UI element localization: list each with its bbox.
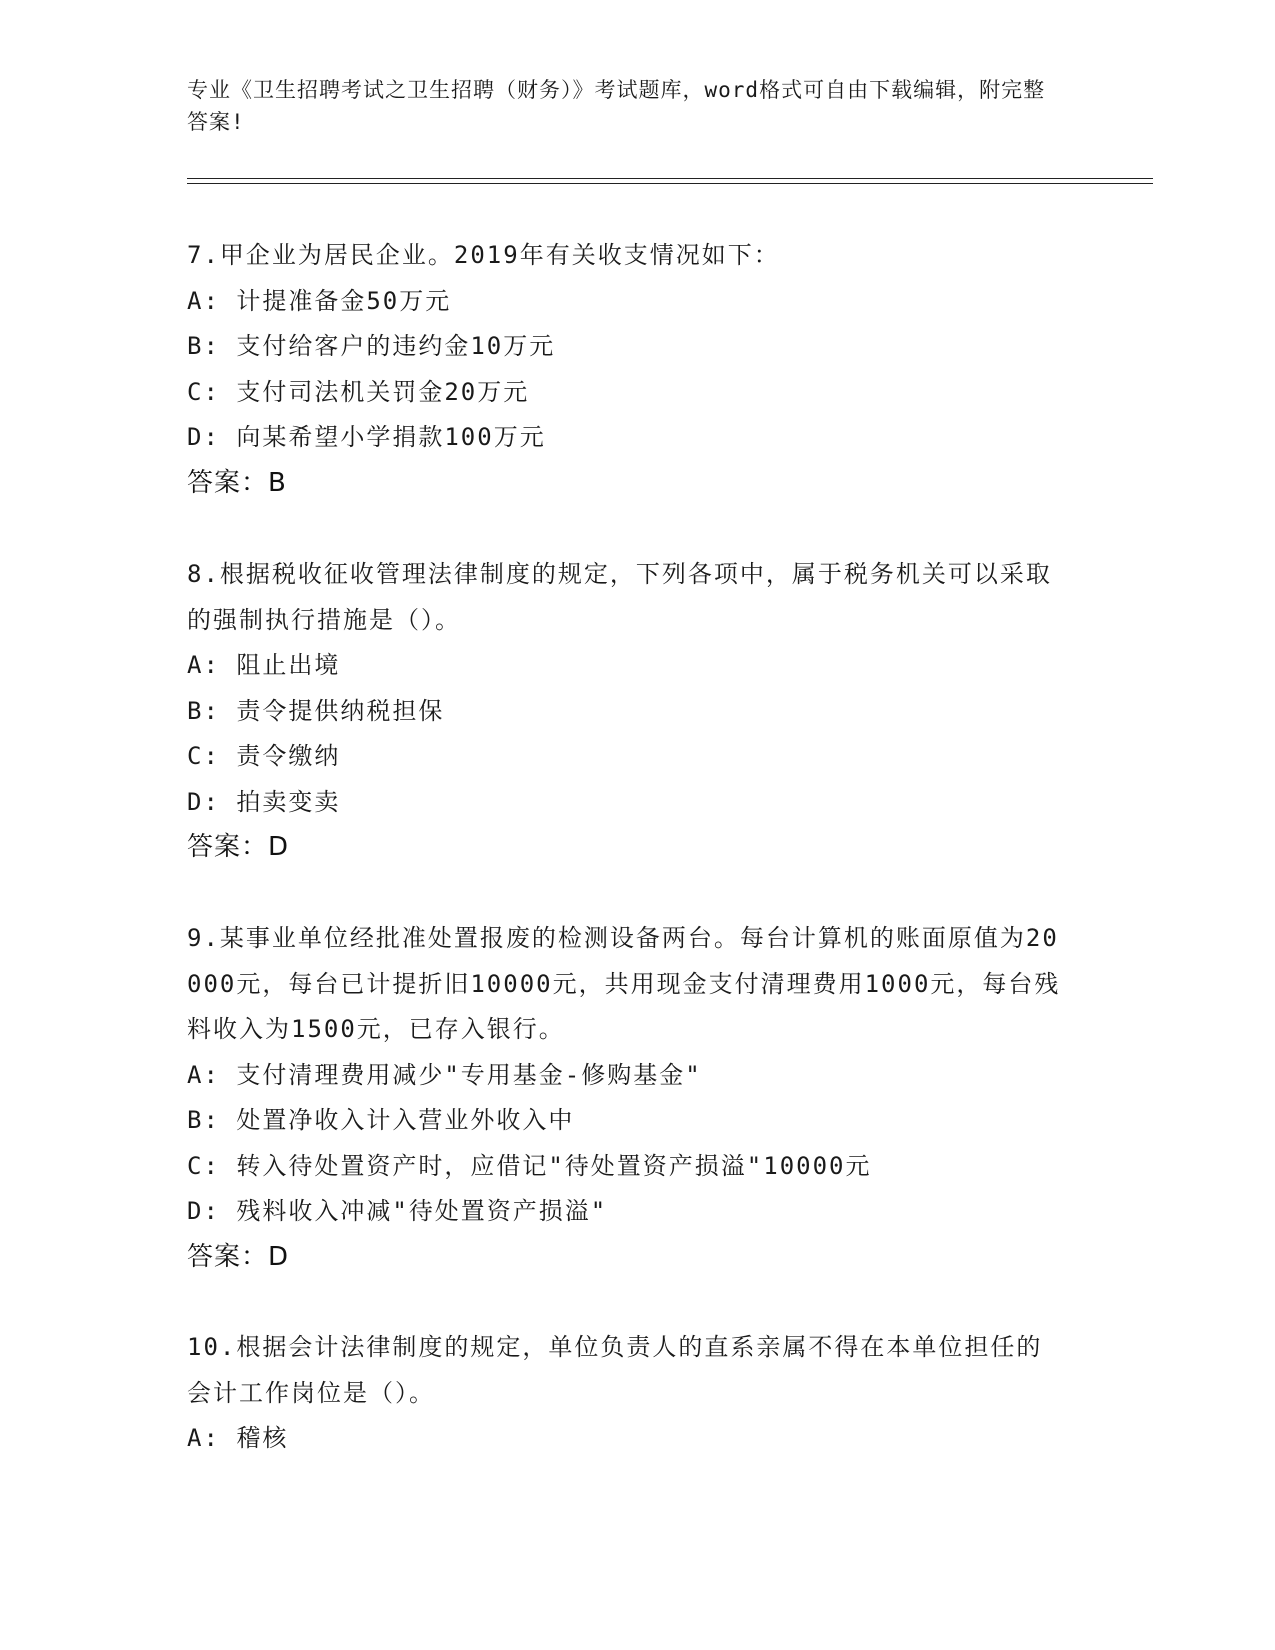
option-c: C: 支付司法机关罚金20万元 xyxy=(187,377,530,406)
question-stem: 9.某事业单位经批准处置报废的检测设备两台。每台计算机的账面原值为20000元，每台已计提折旧10000元，共用现金支付清理费用1000元，每台残料收入为1500元，已存入银行。 xyxy=(187,924,1061,1043)
question-stem: 7.甲企业为居民企业。2019年有关收支情况如下： xyxy=(187,241,780,269)
option-a: A: 阻止出境 xyxy=(187,651,341,679)
question-10 xyxy=(187,1325,1067,1462)
question-stem: 8.根据税收征收管理法律制度的规定，下列各项中，属于税务机关可以采取的强制执行措施是（）。 xyxy=(187,560,1052,634)
header-divider xyxy=(187,178,1153,179)
answer: 答案：B xyxy=(187,467,287,498)
option-d: D: 拍卖变卖 xyxy=(187,787,341,816)
answer: 答案：D xyxy=(187,832,290,862)
answer: 答案：D xyxy=(187,1241,290,1272)
option-c: C: 责令缴纳 xyxy=(187,742,341,770)
option-d: D: 残料收入冲减"待处置资产损溢" xyxy=(187,1197,608,1225)
question-9 xyxy=(187,916,1067,1280)
option-a: A: 支付清理费用减少"专用基金-修购基金" xyxy=(187,1060,702,1089)
option-c: C: 转入待处置资产时，应借记"待处置资产损溢"10000元 xyxy=(187,1151,872,1180)
question-7 xyxy=(187,233,1067,506)
option-a: A: 计提准备金50万元 xyxy=(187,286,452,315)
option-b: B: 责令提供纳税担保 xyxy=(187,696,445,725)
header-divider-secondary xyxy=(187,183,1153,184)
header-note: 专业《卫生招聘考试之卫生招聘（财务）》考试题库，word格式可自由下载编辑，附完整答案! xyxy=(187,78,1046,134)
question-8 xyxy=(187,552,1067,871)
question-stem: 10.根据会计法律制度的规定，单位负责人的直系亲属不得在本单位担任的会计工作岗位是（）。 xyxy=(187,1333,1043,1407)
option-b: B: 处置净收入计入营业外收入中 xyxy=(187,1106,575,1134)
option-d: D: 向某希望小学捐款100万元 xyxy=(187,423,546,451)
option-b: B: 支付给客户的违约金10万元 xyxy=(187,332,556,360)
option-a: A: 稽核 xyxy=(187,1424,289,1452)
